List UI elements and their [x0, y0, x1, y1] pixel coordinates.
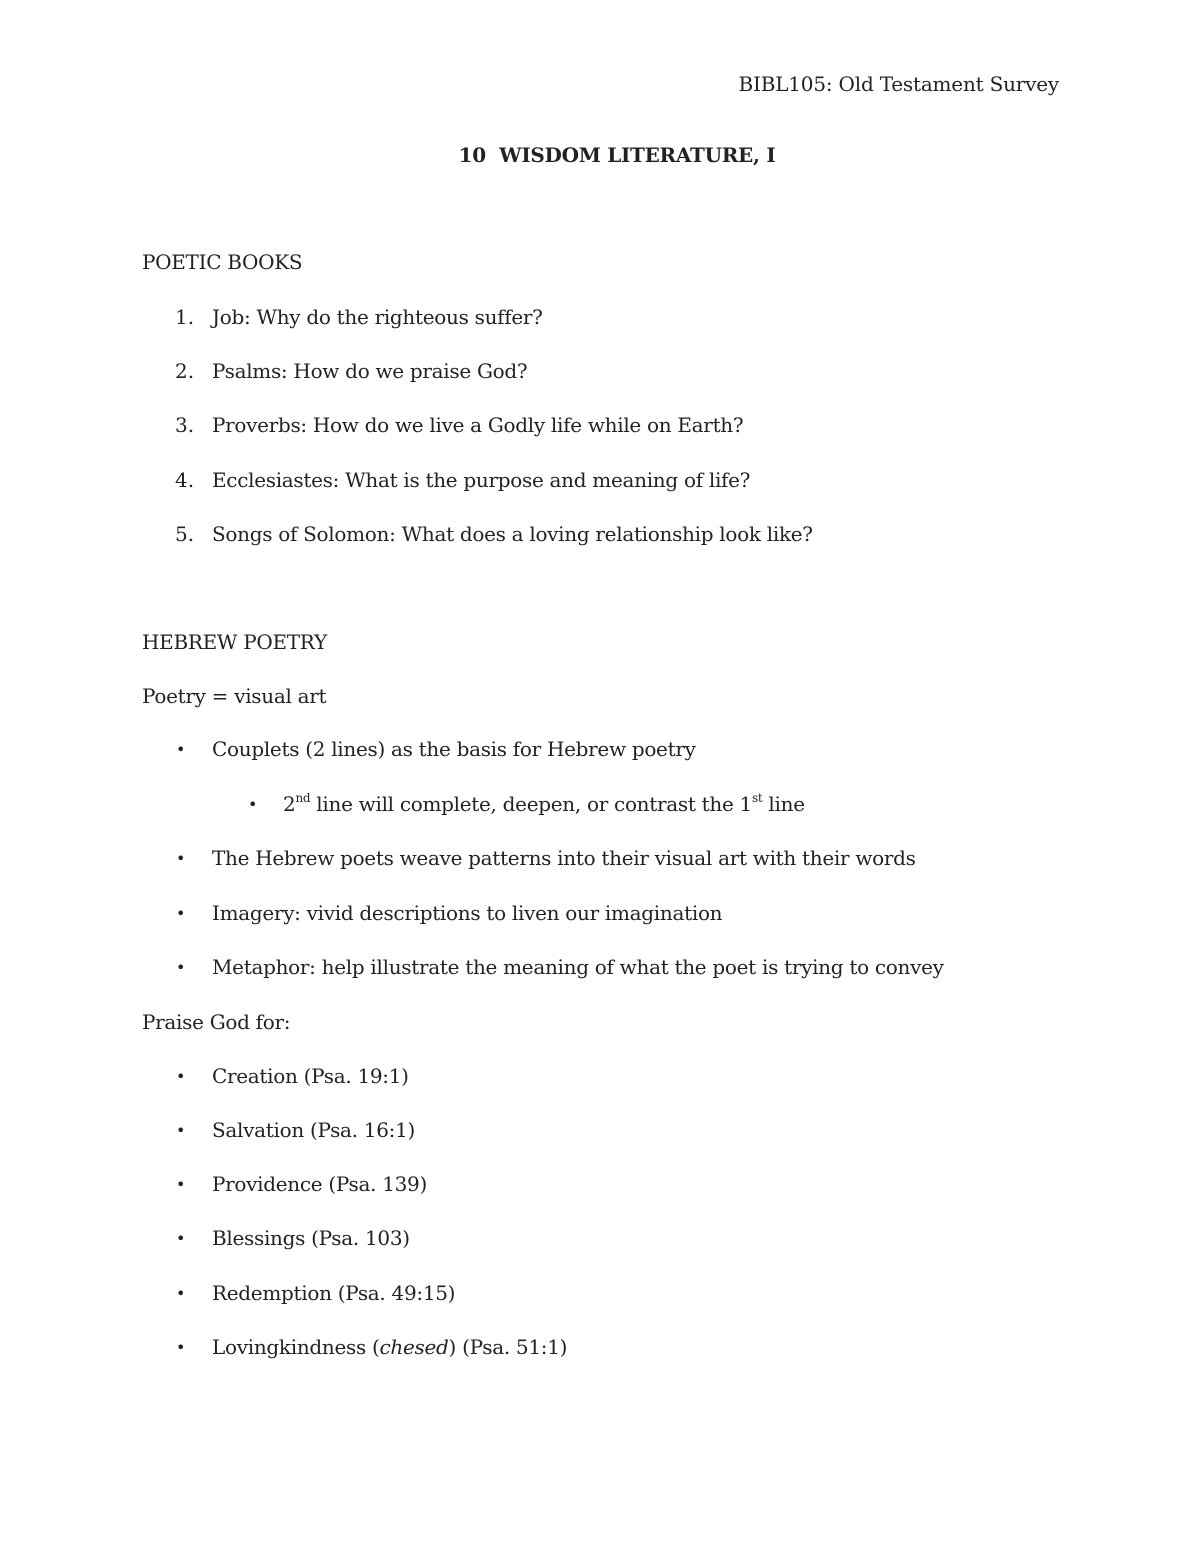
sub-item-text: line will complete, deepen, or contrast the 1 [310, 792, 752, 816]
list-item: Providence (Psa. 139) [212, 1172, 427, 1196]
list-item [212, 1335, 567, 1359]
bullet-marker: • [176, 1284, 186, 1303]
list-item: Salvation (Psa. 16:1) [212, 1118, 415, 1142]
list-item: Metaphor: help illustrate the meaning of what the poet is trying to convey [212, 955, 944, 979]
sub-list-item [283, 792, 805, 816]
sub-item-text-end: line [762, 792, 805, 816]
bullet-marker: • [176, 849, 186, 868]
section-heading-poetic-books: POETIC BOOKS [142, 250, 303, 274]
section-heading-hebrew-poetry: HEBREW POETRY [142, 630, 327, 654]
hebrew-term: chesed [379, 1335, 449, 1359]
course-header: BIBL105: Old Testament Survey [738, 72, 1059, 96]
item-text-end: ) (Psa. 51:1) [448, 1335, 568, 1359]
list-item: Couplets (2 lines) as the basis for Hebrew poetry [212, 737, 696, 761]
bullet-marker: • [176, 1229, 186, 1248]
list-item: Imagery: vivid descriptions to liven our imagination [212, 901, 723, 925]
list-item: Ecclesiastes: What is the purpose and meaning of life? [212, 468, 751, 492]
item-text-start: Lovingkindness ( [212, 1335, 380, 1359]
bullet-marker: • [176, 740, 186, 759]
poetry-intro: Poetry = visual art [142, 684, 327, 708]
list-item: Psalms: How do we praise God? [212, 359, 528, 383]
ordinal-suffix: nd [295, 791, 311, 805]
bullet-marker: • [176, 1338, 186, 1357]
list-item: The Hebrew poets weave patterns into their visual art with their words [212, 846, 916, 870]
list-number: 3. [175, 413, 195, 437]
list-item: Proverbs: How do we live a Godly life while on Earth? [212, 413, 744, 437]
bullet-marker: • [176, 958, 186, 977]
list-item: Creation (Psa. 19:1) [212, 1064, 409, 1088]
bullet-marker: • [176, 1067, 186, 1086]
ordinal-text: 2 [283, 792, 296, 816]
bullet-marker: • [176, 1175, 186, 1194]
bullet-marker: • [176, 904, 186, 923]
list-item: Job: Why do the righteous suffer? [212, 305, 543, 329]
list-number: 2. [175, 359, 195, 383]
bullet-marker: • [176, 1121, 186, 1140]
document-title: 10 WISDOM LITERATURE, I [458, 143, 776, 167]
ordinal-suffix: st [751, 791, 763, 805]
list-item: Redemption (Psa. 49:15) [212, 1281, 456, 1305]
praise-intro: Praise God for: [142, 1010, 291, 1034]
list-item: Songs of Solomon: What does a loving relationship look like? [212, 522, 813, 546]
bullet-marker: • [248, 795, 258, 814]
list-item: Blessings (Psa. 103) [212, 1226, 410, 1250]
list-number: 5. [175, 522, 195, 546]
list-number: 4. [175, 468, 195, 492]
list-number: 1. [175, 305, 195, 329]
